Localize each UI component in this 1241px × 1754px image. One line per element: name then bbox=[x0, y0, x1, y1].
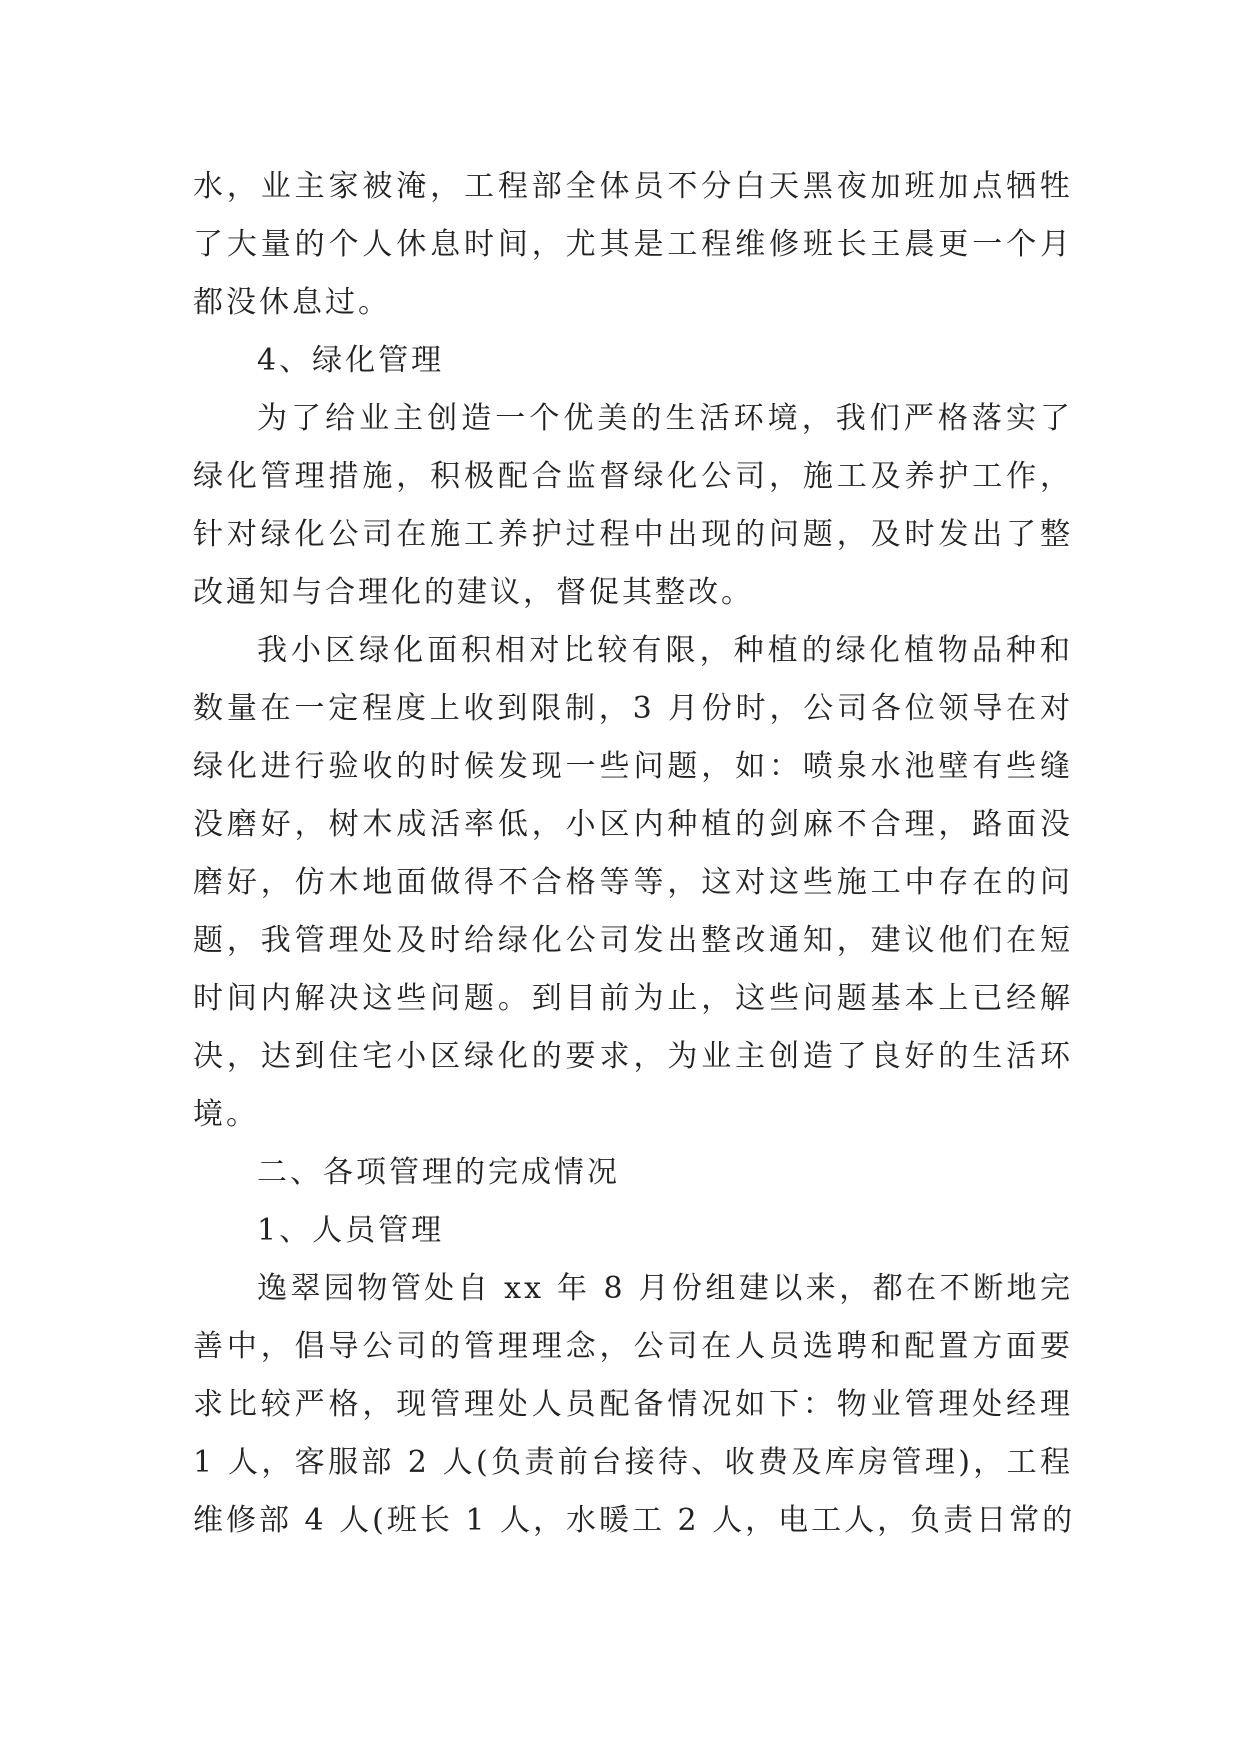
text-line: 了大量的个人休息时间，尤其是工程维修班长王晨更一个月 bbox=[193, 227, 1073, 262]
text-line: 水，业主家被淹，工程部全体员不分白天黑夜加班加点牺牲 bbox=[193, 169, 1073, 204]
text-line: 绿化管理措施，积极配合监督绿化公司，施工及养护工作， bbox=[193, 459, 1073, 494]
text-line: 1、人员管理 bbox=[257, 1213, 445, 1248]
text-line: 求比较严格，现管理处人员配备情况如下：物业管理处经理 bbox=[193, 1387, 1073, 1422]
text-line: 没磨好，树木成活率低，小区内种植的剑麻不合理，路面没 bbox=[193, 807, 1073, 842]
text-line: 4、绿化管理 bbox=[257, 343, 445, 378]
text-line: 逸翠园物管处自 xx 年 8 月份组建以来，都在不断地完 bbox=[257, 1271, 1073, 1306]
text-line: 为了给业主创造一个优美的生活环境，我们严格落实了 bbox=[257, 401, 1073, 436]
text-line: 改通知与合理化的建议，督促其整改。 bbox=[193, 575, 754, 610]
text-line: 我小区绿化面积相对比较有限，种植的绿化植物品种和 bbox=[257, 633, 1073, 668]
text-line: 题，我管理处及时给绿化公司发出整改通知，建议他们在短 bbox=[193, 923, 1073, 958]
text-line: 维修部 4 人(班长 1 人，水暖工 2 人，电工人，负责日常的 bbox=[193, 1503, 1076, 1538]
text-line: 绿化进行验收的时候发现一些问题，如：喷泉水池壁有些缝 bbox=[193, 749, 1073, 784]
text-line: 数量在一定程度上收到限制，3 月份时，公司各位领导在对 bbox=[193, 691, 1073, 726]
text-line: 时间内解决这些问题。到目前为止，这些问题基本上已经解 bbox=[193, 981, 1073, 1016]
text-line: 都没休息过。 bbox=[193, 285, 391, 320]
text-line: 二、各项管理的完成情况 bbox=[257, 1155, 620, 1190]
document-body bbox=[193, 158, 1076, 1550]
text-line: 针对绿化公司在施工养护过程中出现的问题，及时发出了整 bbox=[193, 517, 1073, 552]
text-line: 磨好，仿木地面做得不合格等等，这对这些施工中存在的问 bbox=[193, 865, 1073, 900]
text-line: 决，达到住宅小区绿化的要求，为业主创造了良好的生活环 bbox=[193, 1039, 1073, 1074]
text-line: 善中，倡导公司的管理理念，公司在人员选聘和配置方面要 bbox=[193, 1329, 1073, 1364]
text-line: 1 人，客服部 2 人(负责前台接待、收费及库房管理)，工程 bbox=[193, 1445, 1073, 1480]
text-line: 境。 bbox=[193, 1097, 259, 1132]
